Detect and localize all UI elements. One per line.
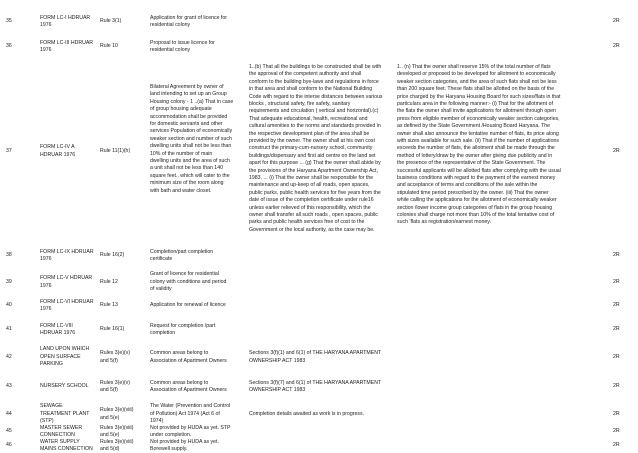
condition-text: construct the primary-cum-nursery school, community xyxy=(249,145,373,152)
condition-text: Code with regard to the interse distances between various xyxy=(249,93,383,100)
description: land intending to set up an Group xyxy=(150,91,227,98)
description: certificate xyxy=(150,256,173,262)
condition-text: owner shall transfer all such roads , open spaces, public xyxy=(249,212,378,218)
description: Association of Apartment Owners xyxy=(150,387,227,393)
description: Completion/part completion xyxy=(150,248,214,255)
description: The Water (Prevention and Control xyxy=(150,403,231,410)
condition-text-2: weaker section categories, and the area of such flats shall not be less xyxy=(397,78,557,85)
description: Association of Apartment Owners xyxy=(150,357,227,364)
row-number: 36 xyxy=(6,43,12,50)
form-name: FORM LC-I HDRUAR xyxy=(40,14,91,21)
form-name: FORM LC-IX HDRUAR xyxy=(40,248,94,255)
rule-ref: Rule 16(1) xyxy=(100,326,125,333)
description: for domestic servants and other xyxy=(150,121,223,127)
row-number: 43 xyxy=(6,383,12,390)
description: Housing colony - 1 ..(a) That in case xyxy=(150,98,234,105)
description: dwelling units and the area of such xyxy=(150,158,230,164)
description: minimum size of the room along xyxy=(150,180,224,187)
form-name: 1976 xyxy=(40,256,52,262)
form-name: 1976 xyxy=(40,22,52,28)
condition-text-2: section /lower income group categories of flats in the group housing xyxy=(397,204,553,211)
form-name: TREATMENT PLANT xyxy=(40,410,90,417)
description: Application for renewal of licence xyxy=(150,302,226,309)
condition-text: date of issue of the completion certificate under rule16 xyxy=(249,197,374,204)
condition-text: provided by the owner. The owner shall at his own cost xyxy=(249,138,375,144)
description: Application for grant of licence for xyxy=(150,14,227,21)
rule-ref: and 5(e) xyxy=(100,414,120,421)
description: of validity xyxy=(150,286,172,293)
form-name: PARKING xyxy=(40,361,63,368)
rule-ref: Rule 12 xyxy=(100,278,118,285)
row-number: 39 xyxy=(6,278,12,285)
condition-text: Sections 3(f)(7) and 6(1) of THE HARYANA APARTMENT xyxy=(249,379,382,386)
condition-text: parks and public health services free of cost to the xyxy=(249,219,365,226)
status-code: 2R xyxy=(613,43,620,50)
condition-text: public parks, public health services for five years from the xyxy=(249,189,381,196)
description: 10% of the number of main xyxy=(150,150,213,157)
row-number: 44 xyxy=(6,410,12,417)
row-number: 42 xyxy=(6,353,12,360)
rule-ref: Rules 3(e)(v) xyxy=(100,350,130,357)
condition-text: That adequate educational, health, recreational and xyxy=(249,115,368,122)
rule-ref: Rules 3(e)(viii) xyxy=(100,438,134,445)
condition-text-2: particulars area in the following manner:- (i) That for the allotment of xyxy=(397,101,553,107)
description: Common areas belong to xyxy=(150,350,209,357)
description: square feet., which will cater to the xyxy=(150,172,230,179)
form-name: SEWAGE xyxy=(40,403,63,410)
description: residential colony xyxy=(150,47,191,53)
rule-ref: Rule 11(1)(h) xyxy=(100,147,131,154)
description: of group housing adequate xyxy=(150,106,212,113)
description: with bath and water closet. xyxy=(150,187,212,194)
condition-text: the approval of the competent authority and shall xyxy=(249,71,362,78)
form-name: (STP) xyxy=(40,418,54,425)
condition-text-2: than 200 square feet. These flats shall be allotted on the basis of the xyxy=(397,86,555,93)
description: Borewell supply. xyxy=(150,446,188,452)
condition-text-2: price charged by the Haryana Housing Board for such sizes/flats in that xyxy=(397,93,561,100)
rule-ref: Rules 3(e)(viii) xyxy=(100,407,134,414)
status-code: 2R xyxy=(613,147,620,154)
status-code: 2R xyxy=(613,18,620,25)
description: Grant of licence for residential xyxy=(150,271,219,278)
description: Proposal to issue licence for xyxy=(150,39,215,46)
rule-ref: Rule 10 xyxy=(100,43,118,50)
condition-text: maintenance and up-keep of all roads, open spaces, xyxy=(249,182,370,189)
description: Request for completion /part xyxy=(150,322,216,329)
condition-text: conform to the building bye-laws and regulations in force xyxy=(249,78,379,85)
row-number: 40 xyxy=(6,302,12,309)
condition-text: in that area and shall conform to the National Building xyxy=(249,86,373,93)
condition-text-2: colonies shall charge not more than 10% of the total tentative cost of xyxy=(397,212,555,218)
condition-text-2: 1.. (n) That the owner shall reserve 15% of the total number of flats xyxy=(397,64,551,70)
status-code: 2R xyxy=(613,353,620,360)
condition-text-2: the presence of the representative of the State Government. The xyxy=(397,160,546,167)
description: under completion. xyxy=(150,432,192,438)
condition-text: OWNERSHIP ACT 1983 xyxy=(249,357,306,364)
condition-text-2: press from eligible member of economically weaker section categories, xyxy=(397,115,560,122)
description: a unit shall not be less than 140 xyxy=(150,165,223,172)
condition-text: the provisions of the Haryana Apartment Ownership Act, xyxy=(249,167,378,174)
condition-text-2: while calling the applications for the allotment of economically weaker xyxy=(397,197,557,204)
form-name: NURSERY SCHOOL xyxy=(40,383,89,390)
condition-text: blocks , structural safety, fire safety, sanitary xyxy=(249,101,351,107)
form-name: FORM LC-VIII xyxy=(40,322,73,329)
condition-text-2: with sizes available for such sale. (ii) That if the number of applications xyxy=(397,138,559,144)
description: residential colony xyxy=(150,22,191,28)
condition-text: requirements and circulation ( vertical and horizontal).(c) xyxy=(249,108,379,115)
form-name: HDRUAR 1976 xyxy=(40,151,76,158)
rule-ref: and 5(f) xyxy=(100,357,118,364)
rule-ref: Rule 13 xyxy=(100,302,118,309)
form-name: LAND UPON WHICH xyxy=(40,346,90,353)
condition-text-2: business conditions with regard to the payment of the earnest money xyxy=(397,175,556,181)
row-number: 46 xyxy=(6,442,12,449)
condition-text-2: owner shall also announce the tentative number of flats, its price along xyxy=(397,130,559,137)
status-code: 2R xyxy=(613,410,620,417)
status-code: 2R xyxy=(613,278,620,285)
condition-text: unless earlier relieved of this responsibility, which the xyxy=(249,204,371,211)
condition-text: Sections 3(f)(1) and 6(1) of THE HARYANA APARTMENT xyxy=(249,350,382,357)
rule-ref: Rule 16(2) xyxy=(100,252,125,259)
form-name: MAINS CONNECTION xyxy=(40,446,93,452)
rule-ref: Rules 3(e)(v) xyxy=(100,379,130,386)
condition-text-2: successful applicants will be allotted flats after complying with the usual xyxy=(397,167,561,174)
condition-text-2: the flats the owner shall invite applications for allotment through open xyxy=(397,108,556,115)
condition-text: 1..(b) That all the buildings to be constructed shall be with xyxy=(249,64,382,70)
form-name: HDRUAR 1976 xyxy=(40,330,76,336)
row-number: 38 xyxy=(6,252,12,259)
description: Not provided by HUDA as yet. STP xyxy=(150,424,231,431)
rule-ref: and 5(e) xyxy=(100,432,120,438)
status-code: 2R xyxy=(613,383,620,390)
description: Bilateral Agreement by owner of xyxy=(150,84,224,90)
condition-text: OWNERSHIP ACT 1983 xyxy=(249,387,306,393)
status-code: 2R xyxy=(613,442,620,449)
condition-text: Completion details awaited as work is in progress. xyxy=(249,410,365,417)
row-number: 45 xyxy=(6,428,12,435)
description: dwelling units shall not be less than xyxy=(150,143,232,150)
description: 1974) xyxy=(150,418,164,425)
condition-text-2: and acceptance of terms and conditions of the sale within the xyxy=(397,182,538,189)
description: Not provided by HUDA as yet. xyxy=(150,438,219,445)
row-number: 41 xyxy=(6,326,12,333)
condition-text: Government or the local authority, as the case may be. xyxy=(249,226,375,233)
form-name: 1976 xyxy=(40,47,52,53)
form-name: CONNECTION xyxy=(40,432,75,438)
form-name: OPEN SURFACE xyxy=(40,353,81,360)
description: of Pollution) Act 1974 (Act 6 of xyxy=(150,410,220,417)
condition-text: 1983. ... (i) That the owner shall be responsible for the xyxy=(249,175,374,181)
rule-ref: Rule 3(1) xyxy=(100,18,122,25)
description: weaker section and number of such xyxy=(150,135,232,142)
condition-text-2: developed or proposed to be developed for allotment to economically xyxy=(397,71,556,78)
rule-ref: and 5(d) xyxy=(100,446,120,452)
form-name: WATER SUPPLY xyxy=(40,438,80,445)
condition-text: cultural amenities to the norms and standards provided in xyxy=(249,123,381,130)
condition-text-2: method of lottery/draw by the owner after giving due publicity and in xyxy=(397,152,553,159)
description: colony with conditions and period xyxy=(150,278,227,285)
condition-text: the respective development plan of the area shall be xyxy=(249,130,370,137)
row-number: 37 xyxy=(6,147,12,154)
condition-text: buildings/dispensary and first aid centre on the land set xyxy=(249,152,376,159)
form-name: FORM LC-V HDRUAR xyxy=(40,275,93,282)
form-name: FORM LC-VI HDRUAR xyxy=(40,298,94,305)
rule-ref: Rules 3(e)(viii) xyxy=(100,424,134,431)
status-code: 2R xyxy=(613,326,620,333)
rule-ref: and 5(f) xyxy=(100,387,118,393)
condition-text-2: such ‘flats as registration/earnest money. xyxy=(397,219,491,226)
condition-text-2: exceeds the number of flats, the allotment shall be made through the xyxy=(397,145,555,152)
row-number: 35 xyxy=(6,18,12,25)
description: services Population of economically xyxy=(150,128,233,135)
form-name: 1976 xyxy=(40,282,52,289)
status-code: 2R xyxy=(613,252,620,259)
description: completion xyxy=(150,330,176,336)
condition-text-2: as defined by the State Government /Housing Board Haryana. The xyxy=(397,123,551,130)
condition-text: apart for this purpose ... (g) That the owner shall abide by xyxy=(249,160,381,167)
status-code: 2R xyxy=(613,428,620,435)
description: accommodation shall be provided xyxy=(150,113,228,120)
form-name: MASTER SEWER xyxy=(40,424,83,431)
form-name: FORM LC-III HDRUAR xyxy=(40,39,94,46)
condition-text-2: stipulated time period prescribed by the owner. (iii) That the owner xyxy=(397,189,549,196)
status-code: 2R xyxy=(613,302,620,309)
form-name: FORM LC-IV A xyxy=(40,144,75,151)
description: Common areas belong to xyxy=(150,379,209,386)
form-name: 1976 xyxy=(40,306,52,312)
